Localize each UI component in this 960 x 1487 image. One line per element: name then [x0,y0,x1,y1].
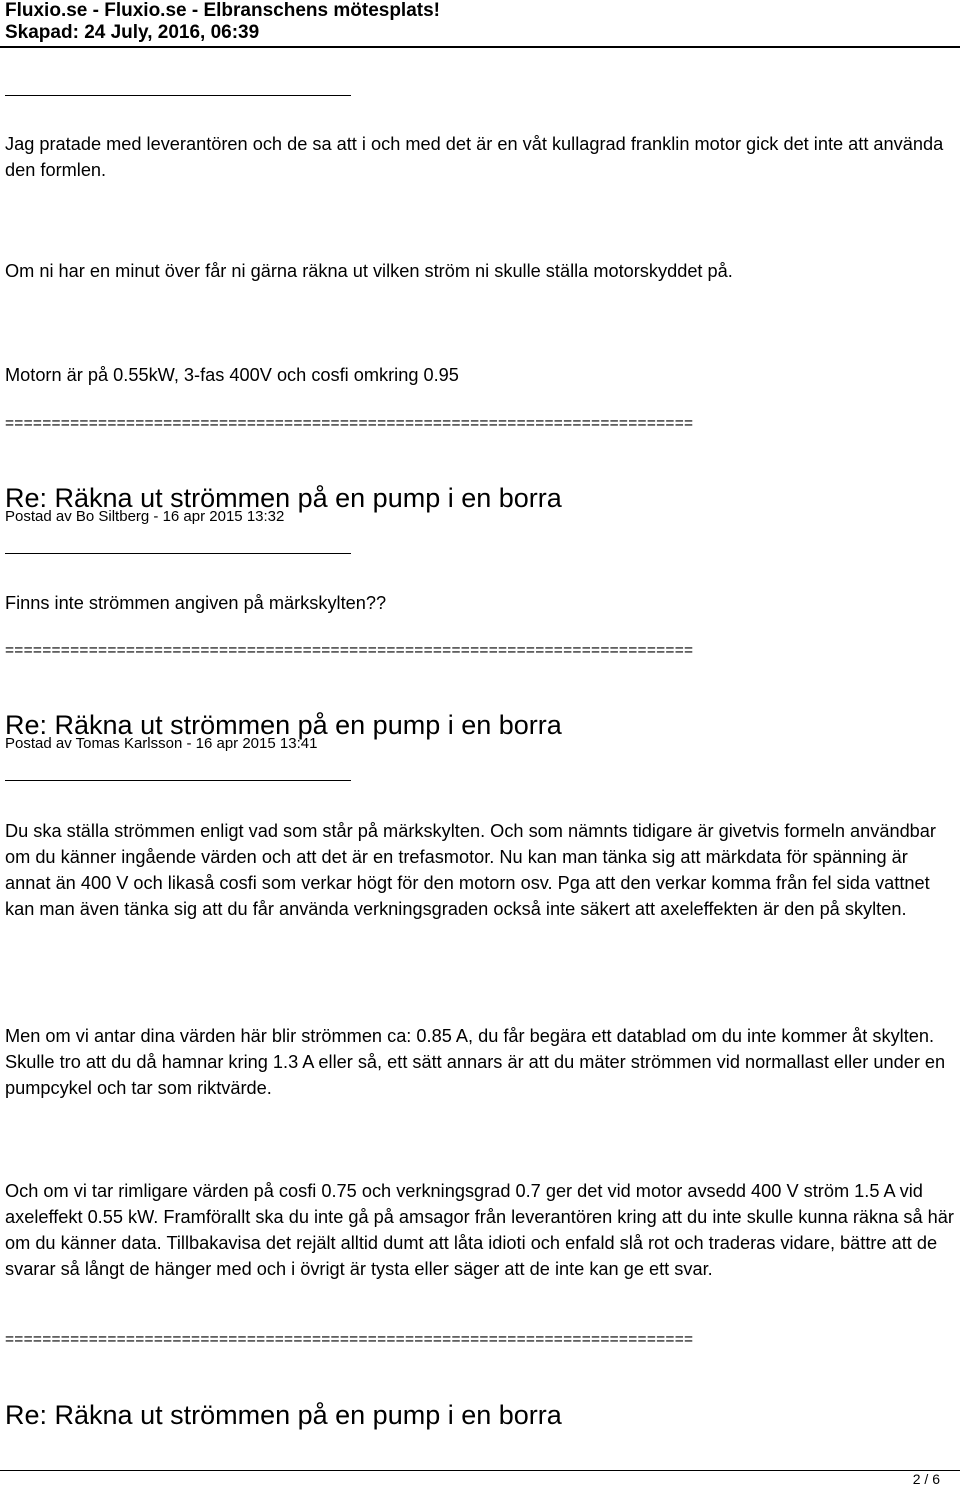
post-separator: ========================================================================== [5,1331,694,1348]
site-title: Fluxio.se - Fluxio.se - Elbranschens mötesplats! [5,0,440,21]
post-separator: ========================================================================== [5,415,694,432]
post-paragraph: Du ska ställa strömmen enligt vad som står på märkskylten. Och som nämnts tidigare är givetvis formeln användbar om du känner ingående värden och att det är en trefasmotor. Nu kan man tänka sig att märkdata för spänning är annat än 400 V och likaså cosfi som verkar högt för den motorn osv. Pga att den verkar komma från fel sida vattnet kan man även tänka sig att du får använda verkningsgraden också inte säkert att axeleffekten är den på skylten. [5,821,936,919]
post-paragraph: Och om vi tar rimligare värden på cosfi 0.75 och verkningsgrad 0.7 ger det vid motor avsedd 400 V ström 1.5 A vid axeleffekt 0.55 kW. Framförallt ska du inte gå på amsagor från leverantören kring att du inte skulle kunna räkna så här om du känner data. Tillbakavisa det rejält alltid dumt att låta idioti och enfald slå rot och traderas vidare, bättre att de svarar så långt de hänger med och i övrigt är tysta eller säger att de inte kan ge ett svar. [5,1181,954,1279]
intro-paragraph: Motorn är på 0.55kW, 3-fas 400V och cosfi omkring 0.95 [5,365,459,385]
post-meta: Postad av Tomas Karlsson - 16 apr 2015 13:41 [5,735,318,752]
page-number: 2 / 6 [912,1471,940,1487]
intro-underline [5,95,351,96]
post-title: Re: Räkna ut strömmen på en pump i en borra [5,1400,562,1430]
footer-divider [0,1470,960,1471]
post-underline [5,780,351,781]
created-date: Skapad: 24 July, 2016, 06:39 [5,22,260,43]
intro-paragraph: Jag pratade med leverantören och de sa att i och med det är en våt kullagrad franklin motor gick det inte att använda den formlen. [5,134,944,180]
post-paragraph: Men om vi antar dina värden här blir strömmen ca: 0.85 A, du får begära ett datablad om du inte kommer åt skylten. Skulle tro att du då hamnar kring 1.3 A eller så, ett sätt annars är att du mäter strömmen vid normallast eller under en pumpcykel och tar som riktvärde. [5,1026,946,1098]
intro-paragraph: Om ni har en minut över får ni gärna räkna ut vilken ström ni skulle ställa motorskyddet på. [5,261,733,281]
post-title: Re: Räkna ut strömmen på en pump i en borra [5,710,562,740]
post-paragraph: Finns inte strömmen angiven på märkskylten?? [5,593,387,613]
post-underline [5,553,351,554]
header-divider [0,46,960,48]
post-meta: Postad av Bo Siltberg - 16 apr 2015 13:32 [5,508,285,525]
post-separator: ========================================================================== [5,642,694,659]
post-title: Re: Räkna ut strömmen på en pump i en borra [5,483,562,513]
